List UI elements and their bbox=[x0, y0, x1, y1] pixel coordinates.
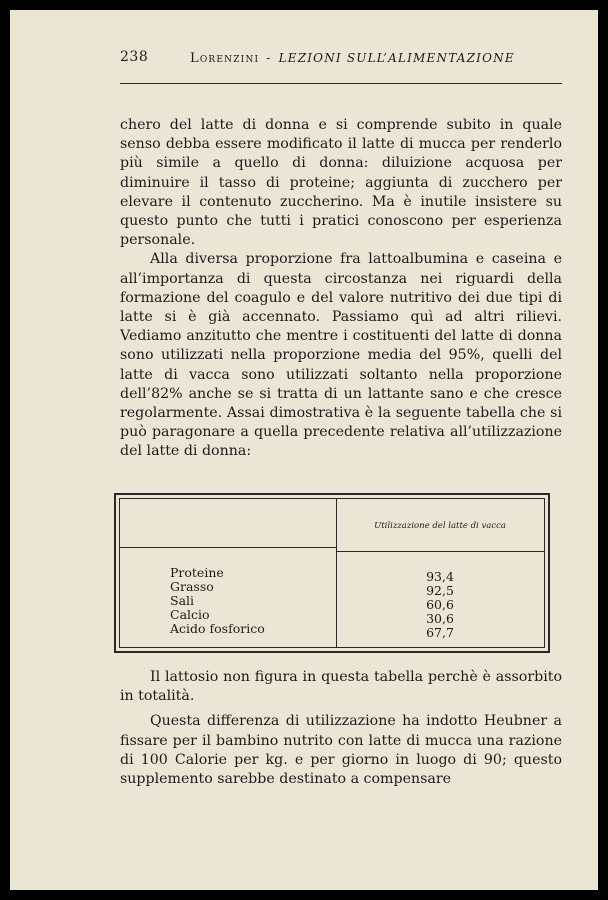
header-rule bbox=[120, 83, 562, 84]
table-header-rule-right bbox=[336, 551, 544, 552]
body-text-lower bbox=[120, 668, 562, 789]
table-row-label: Calcio bbox=[170, 607, 210, 622]
book-title: LEZIONI SULL’ALIMENTAZIONE bbox=[278, 51, 515, 65]
table-inner-frame bbox=[119, 498, 545, 648]
paragraph-heubner: Questa differenza di utilizzazione ha indotto Heubner a fissare per il bambino nutrito con latte di mucca una razione di 100 Calorie per kg. e per giorno in luogo di 90; questo supplemento sarebbe destinato a compensare bbox=[120, 713, 562, 788]
table-row-value: 93,4 bbox=[426, 569, 454, 584]
table-column-header: Utilizzazione del latte di vacca bbox=[374, 521, 506, 531]
running-header bbox=[120, 49, 562, 85]
table-row-label: Proteine bbox=[170, 565, 224, 580]
table-header-rule-left bbox=[120, 547, 336, 548]
table-row-value: 67,7 bbox=[426, 625, 454, 640]
table-row-value: 30,6 bbox=[426, 611, 454, 626]
table-row-label: Acido fosforico bbox=[170, 621, 265, 636]
paragraph-utilization: Alla diversa proporzione fra lattoalbumina e caseina e all’importanza di questa circostanza nei riguardi della formazione del coagulo e del valore nutritivo dei due tipi di latte si è già accennato. Passiamo quì ad altri rilievi. Vediamo anzitutto che mentre i costituenti del latte di donna sono utilizzati nella proporzione media del 95%, quelli del latte di vacca sono utilizzati soltanto nella proporzione dell’82% anche se si tratta di un lattante sano e che cresce regolarmente. Assai dimostrativa è la seguente tabella che si può paragonare a quella precedente relativa all’utilizzazione del latte di donna: bbox=[120, 251, 562, 460]
table-row-values bbox=[336, 570, 544, 640]
table-row-value: 92,5 bbox=[426, 583, 454, 598]
utilization-table bbox=[114, 493, 550, 653]
table-row-value: 60,6 bbox=[426, 597, 454, 612]
body-text-upper bbox=[120, 116, 562, 462]
paragraph-lactose: Il lattosio non figura in questa tabella perchè è assorbito in totalità. bbox=[120, 669, 562, 705]
table-row-labels bbox=[170, 566, 265, 636]
table-row-label: Sali bbox=[170, 593, 195, 608]
page-number: 238 bbox=[120, 49, 149, 65]
author-name: Lorenzini bbox=[190, 51, 260, 66]
paragraph-continued: chero del latte di donna e si comprende subito in quale senso debba essere modificato il latte di mucca per renderlo più simile a quello di donna: diluizione acquosa per diminuire il tasso di proteine; aggiunta di zucchero per elevare il contenuto zuccherino. Ma è inutile insistere su questo punto che tutti i pratici conoscono per esperienza personale. bbox=[120, 117, 562, 249]
book-page bbox=[10, 10, 598, 890]
title-separator: - bbox=[266, 51, 272, 65]
running-title bbox=[190, 51, 515, 66]
table-row-label: Grasso bbox=[170, 579, 214, 594]
